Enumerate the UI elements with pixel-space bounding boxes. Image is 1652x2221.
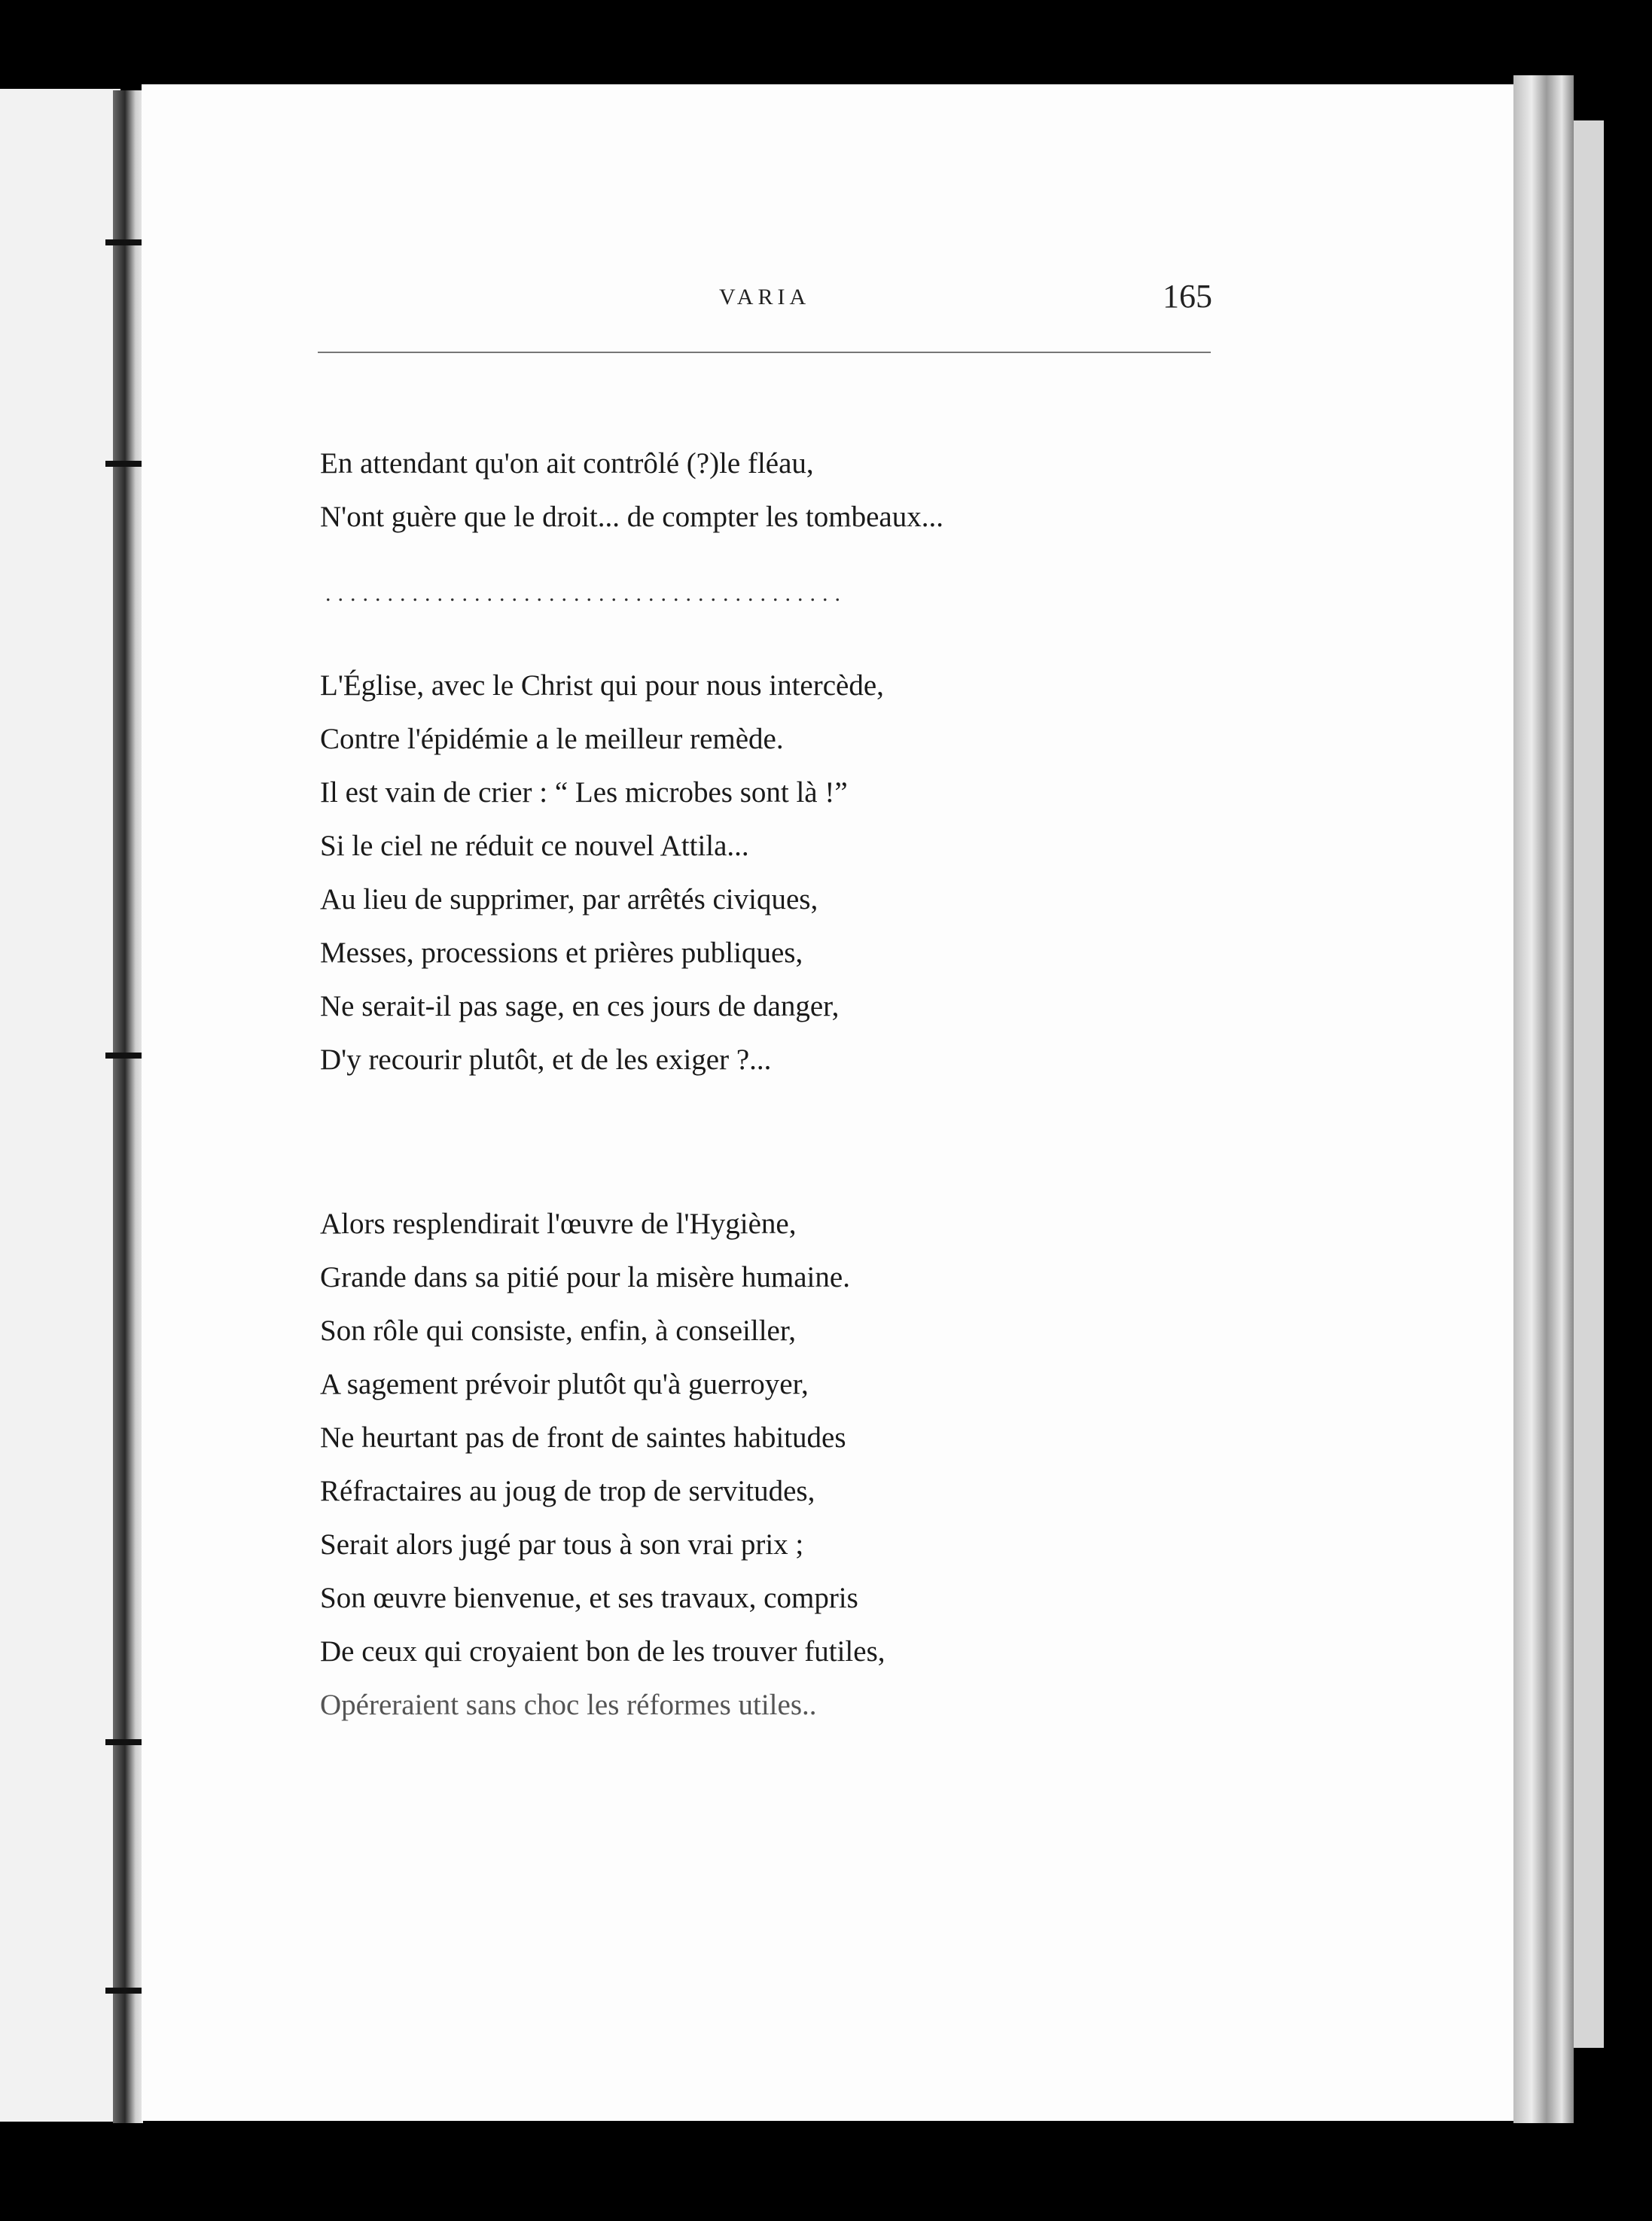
verse-line: D'y recourir plutôt, et de les exiger ?... bbox=[320, 1043, 772, 1076]
verse-line: Réfractaires au joug de trop de servitudes, bbox=[320, 1475, 815, 1507]
verse-line: Son œuvre bienvenue, et ses travaux, compris bbox=[320, 1582, 858, 1614]
book-page bbox=[142, 84, 1519, 2121]
verse-line: Messes, processions et prières publiques, bbox=[320, 937, 803, 969]
verse-line: Ne serait-il pas sage, en ces jours de danger, bbox=[320, 990, 840, 1022]
stanza-2 bbox=[320, 659, 1224, 1086]
stanza-3 bbox=[320, 1197, 1224, 1732]
verse-line: Il est vain de crier : “ Les microbes sont là !” bbox=[320, 776, 848, 809]
verse-line: Serait alors jugé par tous à son vrai prix ; bbox=[320, 1528, 804, 1561]
outer-page-strip bbox=[1574, 120, 1604, 2048]
left-page-edge bbox=[0, 89, 120, 2122]
verse-line: Opéreraient sans choc les réformes utiles.. bbox=[320, 1689, 817, 1721]
verse-line: A sagement prévoir plutôt qu'à guerroyer, bbox=[320, 1368, 809, 1400]
ellipsis-line: .......................................... bbox=[325, 581, 847, 606]
verse-line: Son rôle qui consiste, enfin, à conseiller, bbox=[320, 1315, 797, 1347]
verse-line: N'ont guère que le droit... de compter les tombeaux... bbox=[320, 501, 943, 533]
book-gutter bbox=[113, 90, 143, 2123]
verse-line: Ne heurtant pas de front de saintes habitudes bbox=[320, 1421, 846, 1454]
verse-line: Contre l'épidémie a le meilleur remède. bbox=[320, 723, 784, 755]
page-stack-edge bbox=[1513, 75, 1574, 2123]
stanza-1 bbox=[320, 437, 1224, 544]
verse-line: L'Église, avec le Christ qui pour nous intercède, bbox=[320, 669, 884, 702]
header-rule bbox=[318, 352, 1211, 353]
verse-line: Grande dans sa pitié pour la misère humaine. bbox=[320, 1261, 850, 1293]
verse-line: Si le ciel ne réduit ce nouvel Attila... bbox=[320, 830, 749, 862]
verse-line: De ceux qui croyaient bon de les trouver futiles, bbox=[320, 1635, 885, 1668]
page-number: 165 bbox=[1163, 278, 1212, 315]
running-head bbox=[316, 277, 1212, 322]
verse-line: En attendant qu'on ait contrôlé (?)le fléau, bbox=[320, 447, 814, 480]
verse-line: Au lieu de supprimer, par arrêtés civiques, bbox=[320, 883, 818, 916]
running-title: VARIA bbox=[719, 285, 811, 309]
verse-line: Alors resplendirait l'œuvre de l'Hygiène, bbox=[320, 1208, 797, 1240]
